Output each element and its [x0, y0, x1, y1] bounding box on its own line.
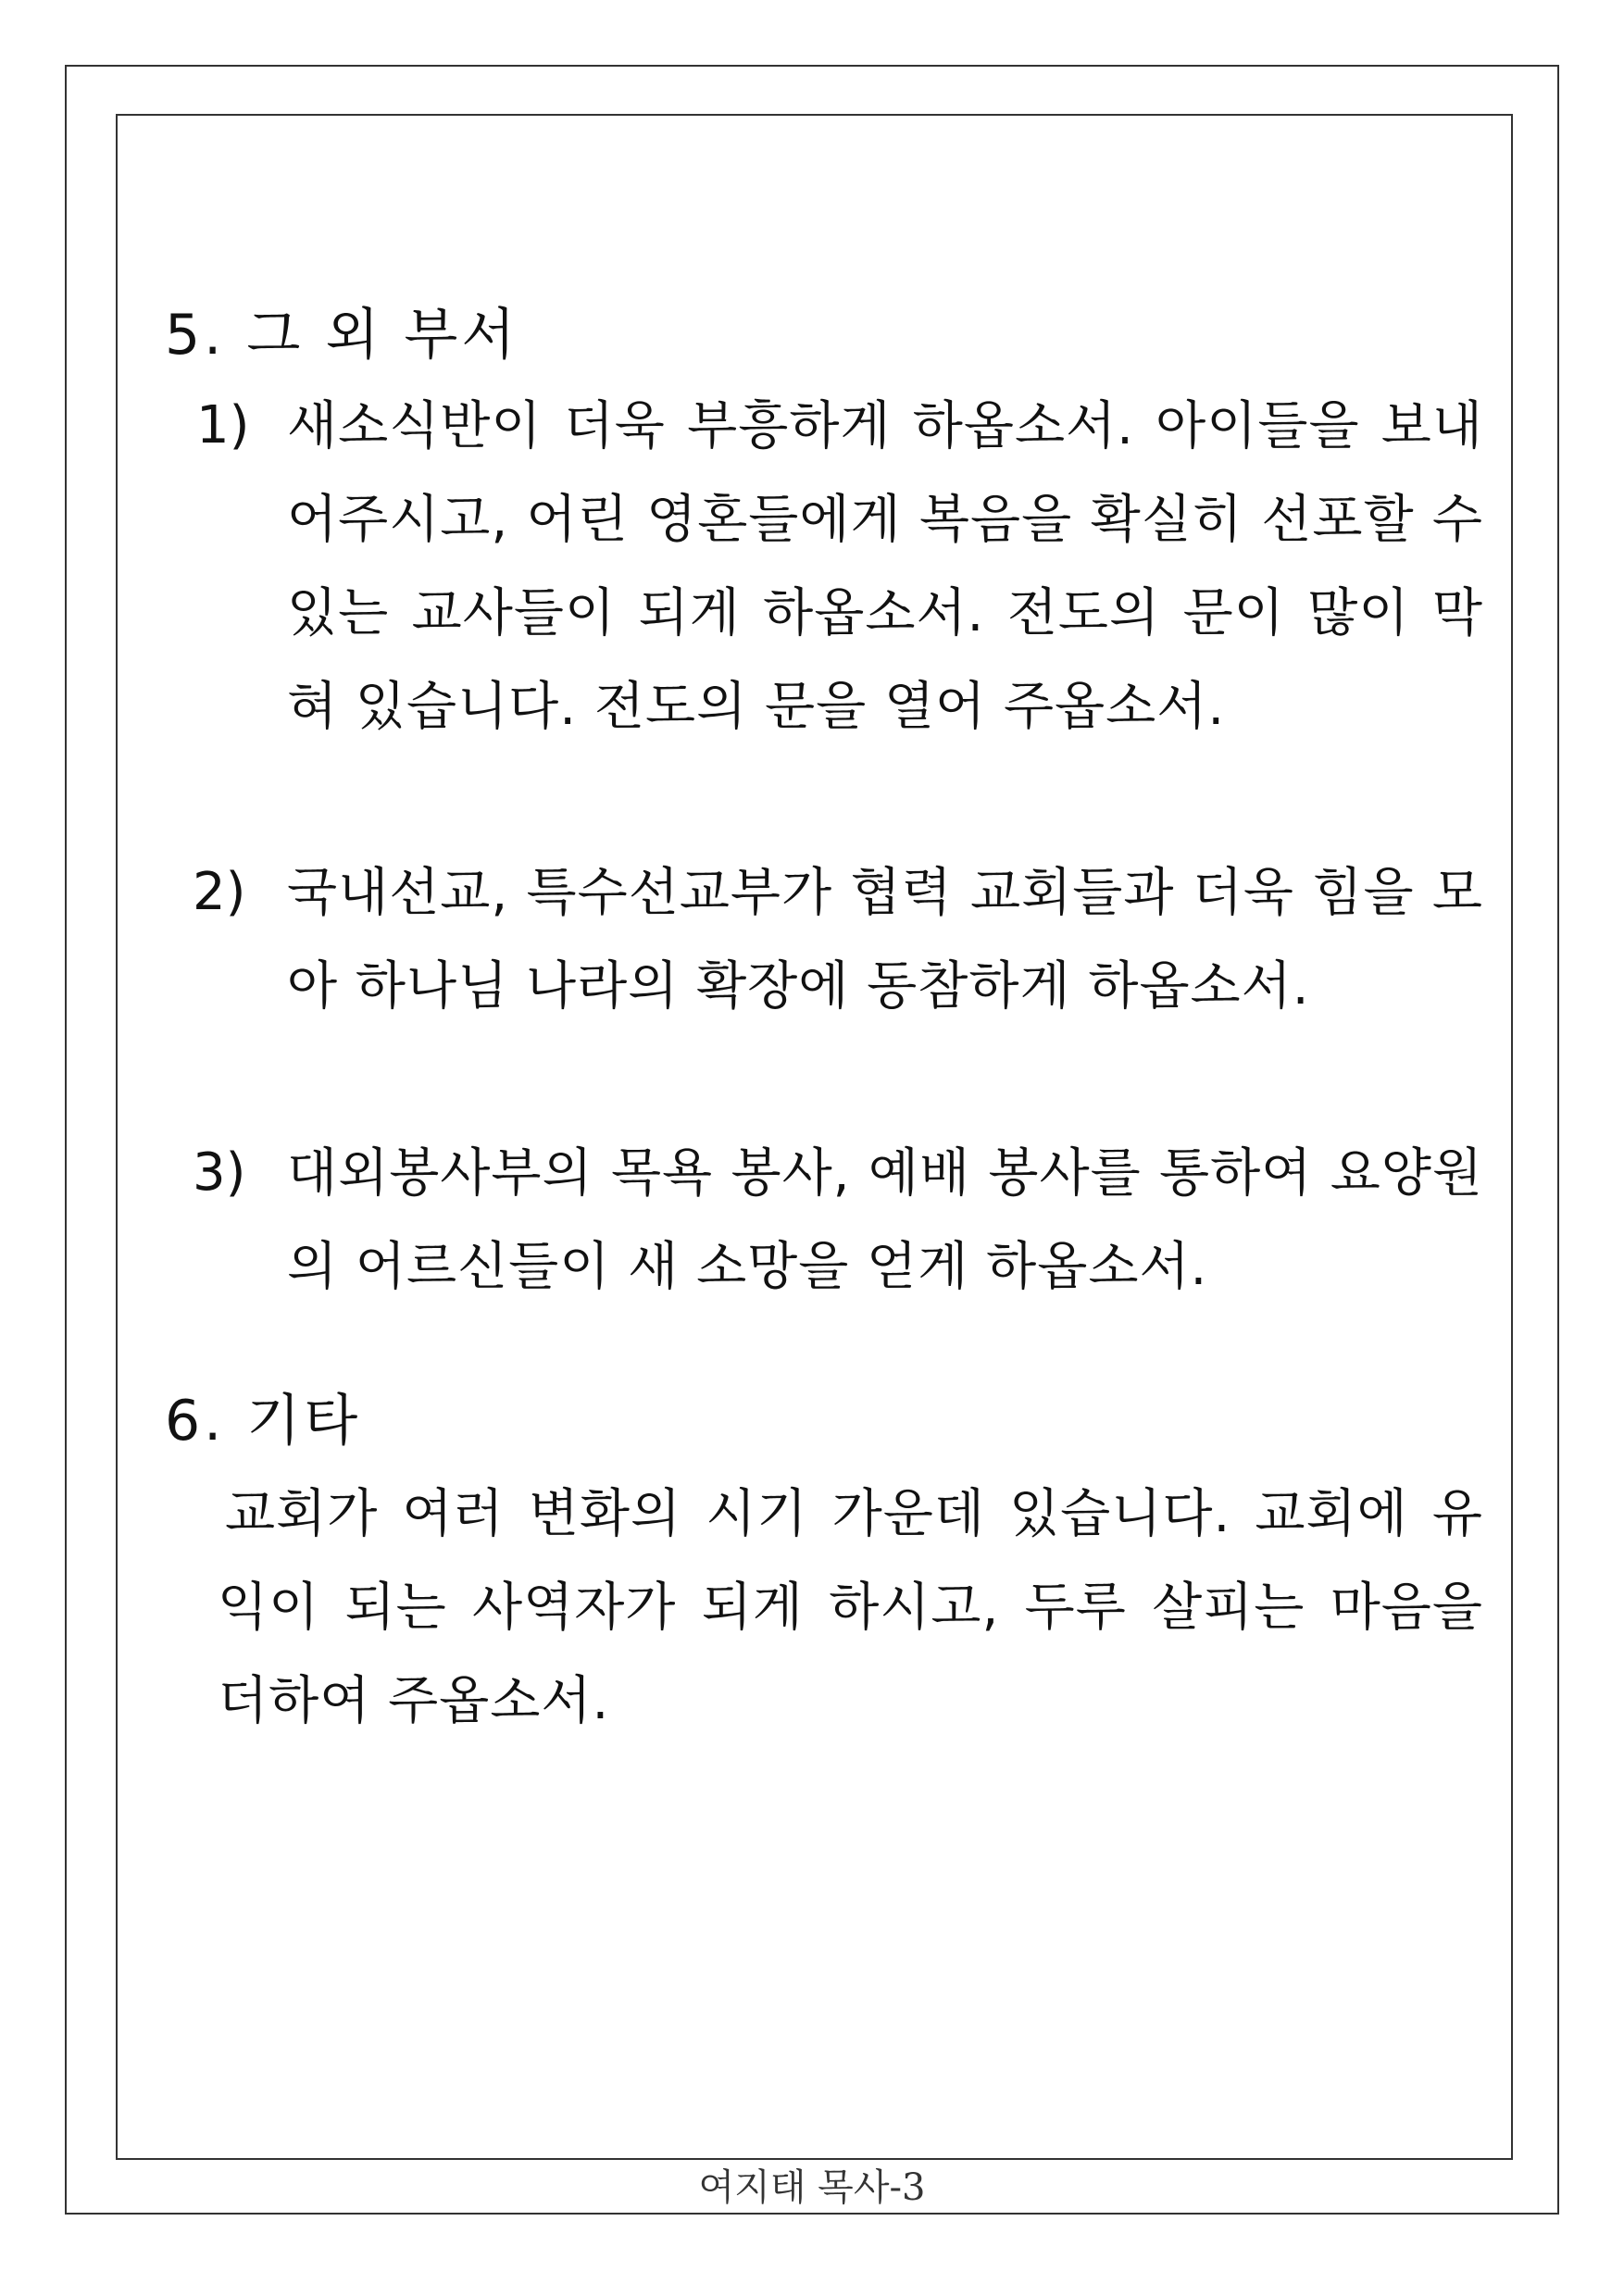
section-heading-other-departments: 5. 그 외 부서 — [165, 303, 519, 368]
item-text-3: 대외봉사부의 목욕 봉사, 예배 봉사를 통하여 요양원의 어르신들이 새 소망을 얻게 하옵소서. — [287, 1143, 1483, 1297]
item-text-1: 새소식반이 더욱 부흥하게 하옵소서. 아이들을 보내어주시고, 어린 영혼들에게 복음을 확실히 선포할 수 있는 교사들이 되게 하옵소서. 전도의 문이 많이 막혀 있습니다. 전도의 문을 열어 주옵소서. — [287, 396, 1483, 737]
page-footer: 여지태 목사-3 — [698, 2166, 926, 2209]
section-heading-misc: 6. 기타 — [165, 1389, 362, 1454]
item-text-2: 국내선교, 특수선교부가 협력 교회들과 더욱 힘을 모아 하나님 나라의 확장에 동참하게 하옵소서. — [287, 863, 1483, 1017]
item-number-2: 2) — [193, 862, 246, 922]
item-number-3: 3) — [193, 1142, 246, 1203]
misc-paragraph: 교회가 여러 변화의 시기 가운데 있습니다. 교회에 유익이 되는 사역자가 되게 하시고, 두루 살피는 마음을 더하여 주옵소서. — [218, 1484, 1483, 1731]
item-number-1: 1) — [196, 395, 250, 455]
